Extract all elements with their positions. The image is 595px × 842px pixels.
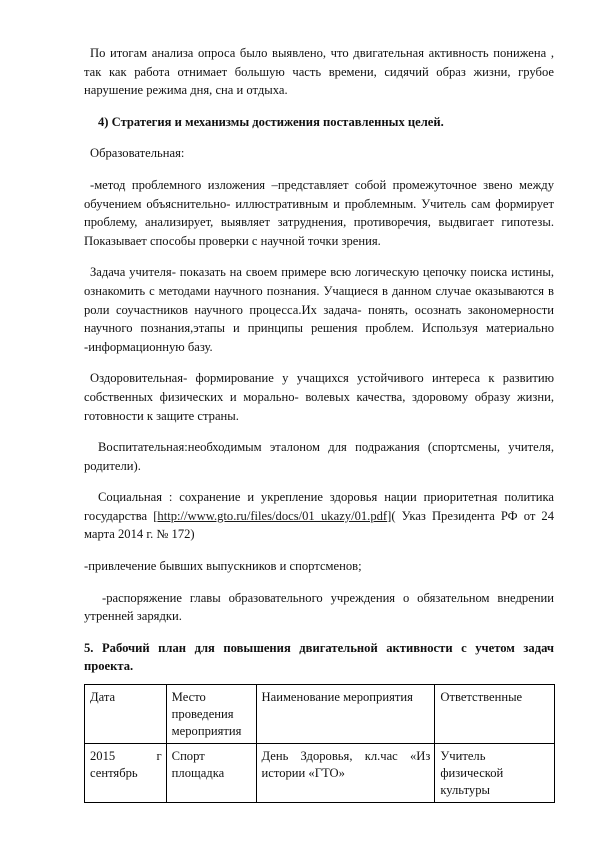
cell-event: День Здоровья, кл.час «Из истории «ГТО» — [256, 744, 435, 803]
paragraph-method: -метод проблемного изложения –представляет собой промежуточное звено между обучением объяснительно- иллюстративным и проблемным. Учитель сам формирует проблему, анализирует, выявляет затруднения, противоречия, выдвигает гипотезы. Показывает способы проверки с научной точки зрения. — [84, 177, 554, 248]
heading-strategy: 4) Стратегия и механизмы достижения поставленных целей. — [98, 114, 444, 129]
header-place: Место проведения мероприятия — [166, 685, 256, 744]
paragraph-educational-label: Образовательная: — [90, 146, 185, 161]
paragraph-upbringing: Воспитательная:необходимым эталоном для подражания (спортсмены, учителя, родители). — [84, 440, 554, 473]
paragraph-health: Оздоровительная- формирование у учащихся устойчивого интереса к развитию собственных физических и морально- волевых качества, здоровому образу жизни, готовности к защите страны. — [84, 371, 554, 423]
table-row — [85, 744, 555, 803]
document-page — [84, 44, 554, 803]
social-text: Социальная : сохранение и укрепление здоровья нации приоритетная политика государства [ — [84, 490, 554, 523]
cell-place: Спорт площадка — [166, 744, 256, 803]
cell-date — [85, 744, 167, 803]
paragraph-exercise: -распоряжение главы образовательного учреждения о обязательном внедрении утренней зарядки. — [84, 590, 554, 624]
date-year: 2015 — [90, 749, 116, 764]
date-abbr: г — [156, 749, 162, 764]
paragraph-graduates: -привлечение бывших выпускников и спортсменов; — [84, 559, 362, 574]
gto-link[interactable]: http://www.gto.ru/files/docs/01_ukazy/01.pdf — [157, 508, 388, 523]
date-month: сентябрь — [90, 766, 138, 781]
work-plan-table — [84, 684, 555, 803]
social-text-end: ]( Указ Президента РФ от 24 марта 2014 г. № 172) — [84, 508, 554, 542]
header-event: Наименование мероприятия — [256, 685, 435, 744]
header-date: Дата — [85, 685, 167, 744]
paragraph-analysis: По итогам анализа опроса было выявлено, что двигательная активность понижена , так как работа отнимает большую часть времени, сидячий образ жизни, грубое нарушение режима дня, сна и отдыха. — [84, 46, 554, 98]
table-header-row — [85, 685, 555, 744]
header-responsible: Ответственные — [435, 685, 555, 744]
heading-work-plan: 5. Рабочий план для повышения двигательной активности с учетом задач проекта. — [84, 640, 554, 674]
cell-responsible: Учитель физической культуры — [435, 744, 555, 803]
paragraph-social — [84, 488, 554, 544]
paragraph-teacher-task: Задача учителя- показать на своем примере всю логическую цепочку поиска истины, ознакомить с методами научного познания. Учащиеся в данном случае оказываются в роли соучастников научного процесса.Их задача- понять, осознать закономерности научного познания,этапы и принципы решения проблем. Используя материально -информационную базу. — [84, 265, 554, 354]
